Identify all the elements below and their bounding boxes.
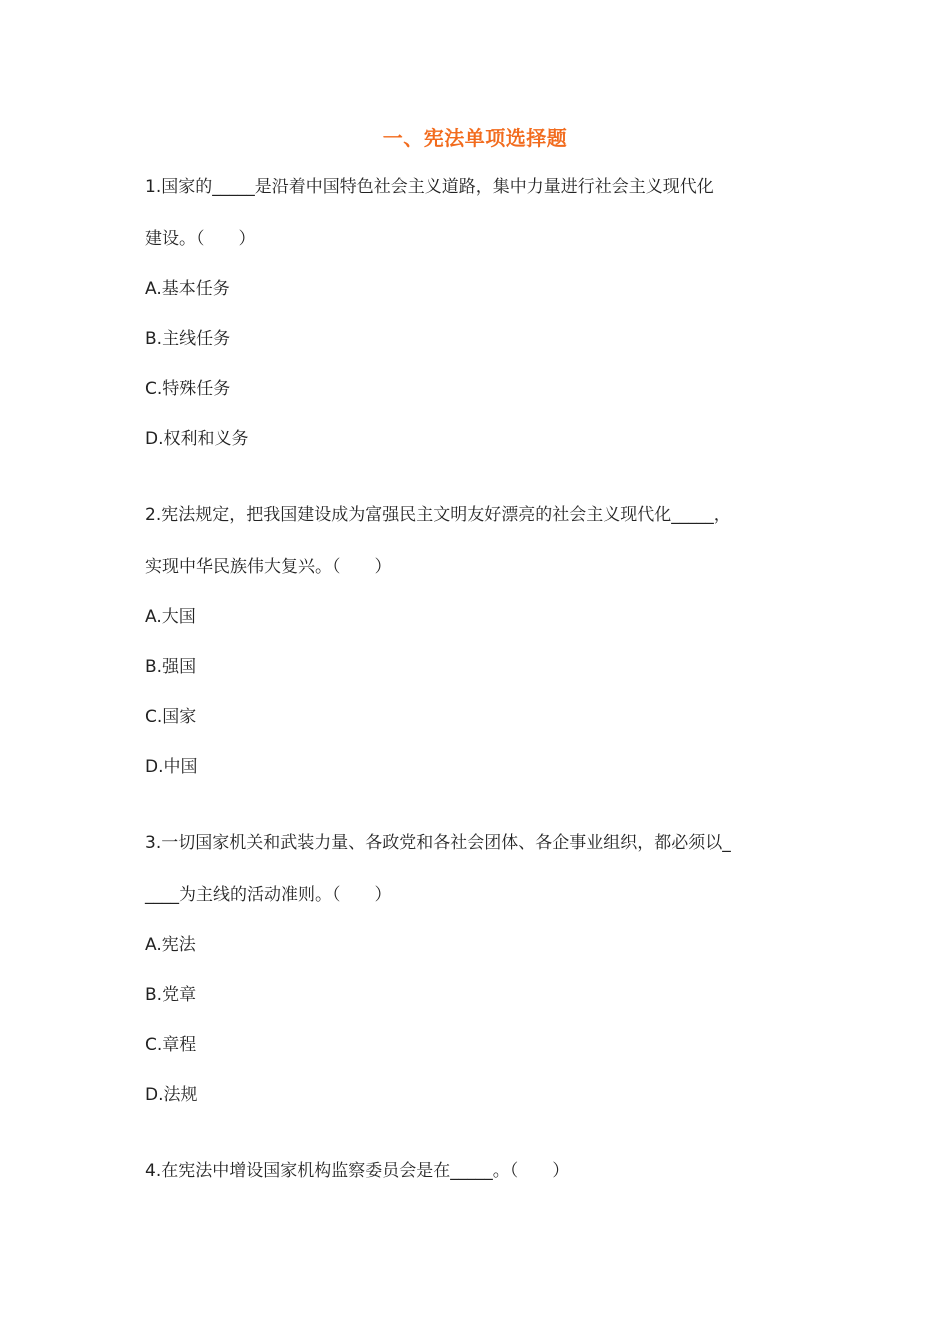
section-title: 一、宪法单项选择题 — [382, 126, 568, 150]
question-3-option-d: D.法规 — [145, 1085, 198, 1105]
question-1-option-d: D.权利和义务 — [145, 429, 249, 449]
question-2-stem-line2: 实现中华民族伟大复兴。（ ） — [145, 557, 392, 577]
question-4-stem-line1: 4.在宪法中增设国家机构监察委员会是在_____。（ ） — [145, 1161, 570, 1181]
question-3-option-c: C.章程 — [145, 1035, 197, 1055]
question-1-stem-line1: 1.国家的_____是沿着中国特色社会主义道路，集中力量进行社会主义现代化 — [145, 177, 714, 197]
question-2-option-d: D.中国 — [145, 757, 198, 777]
question-3-stem-line1: 3.一切国家机关和武装力量、各政党和各社会团体、各企事业组织，都必须以_ — [145, 833, 731, 853]
question-1-option-c: C.特殊任务 — [145, 379, 231, 399]
question-3-option-a: A.宪法 — [145, 935, 196, 955]
question-2-option-a: A.大国 — [145, 607, 196, 627]
question-3-option-b: B.党章 — [145, 985, 197, 1005]
question-2-option-c: C.国家 — [145, 707, 197, 727]
question-3-stem-line2: ____为主线的活动准则。（ ） — [145, 885, 392, 905]
question-2-stem-line1: 2.宪法规定，把我国建设成为富强民主文明友好漂亮的社会主义现代化_____， — [145, 505, 731, 525]
question-1-option-b: B.主线任务 — [145, 329, 231, 349]
question-1-option-a: A.基本任务 — [145, 279, 230, 299]
question-1-stem-line2: 建设。（ ） — [145, 229, 256, 249]
question-2-option-b: B.强国 — [145, 657, 197, 677]
